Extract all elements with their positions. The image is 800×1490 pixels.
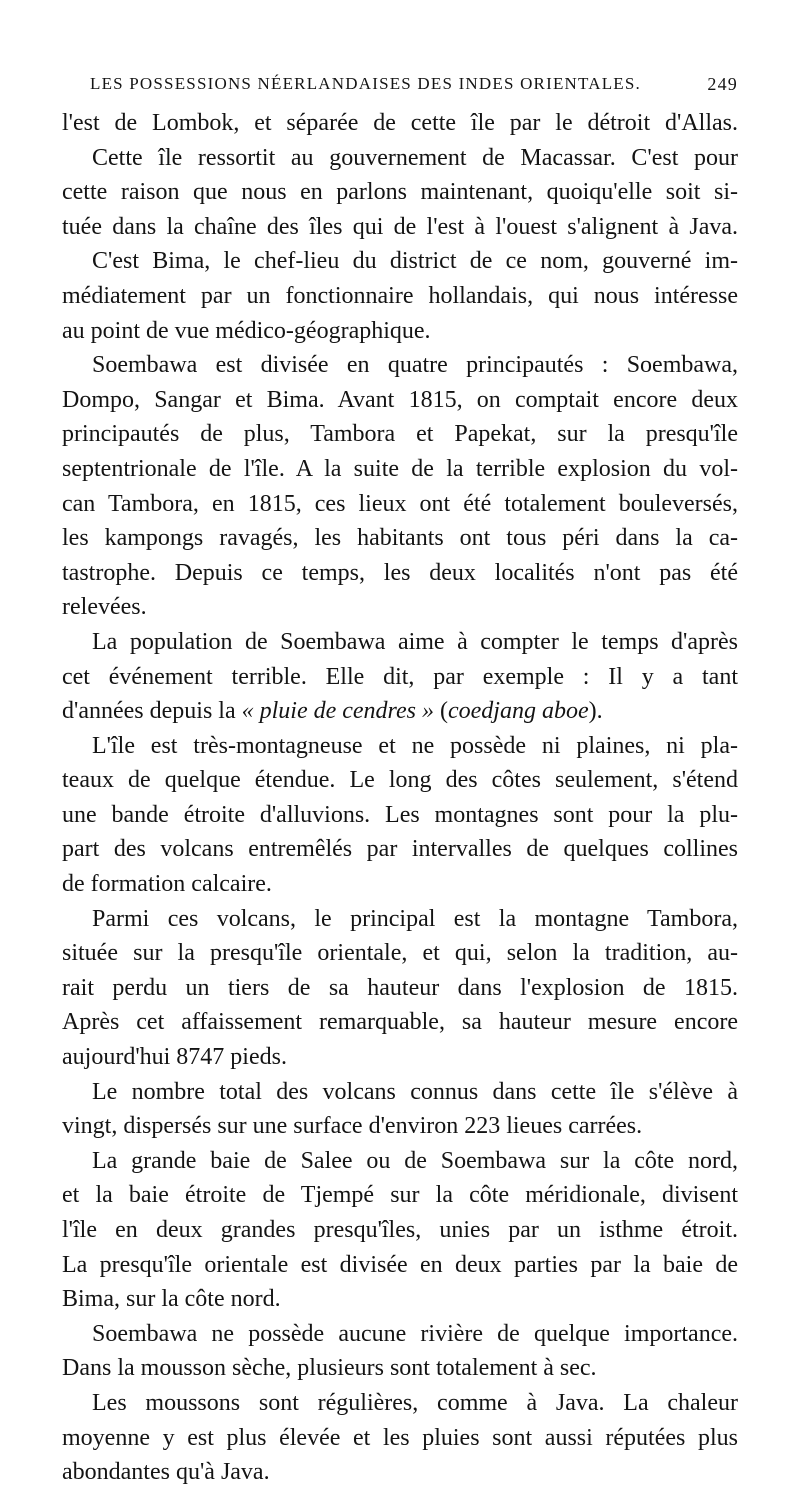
text-line: les kampongs ravagés, les habitants ont tous péri dans la ca- xyxy=(62,525,738,552)
text-line: Bima, sur la côte nord. xyxy=(62,1286,281,1313)
text-line: can Tambora, en 1815, ces lieux ont été totalement bouleversés, xyxy=(62,490,738,517)
text-line: l'île en deux grandes presqu'îles, unies par un isthme étroit. xyxy=(62,1217,738,1243)
text-run: ). xyxy=(588,698,603,725)
text-line: Parmi ces volcans, le principal est la montagne Tambora, xyxy=(92,905,738,932)
text-line: tuée dans la chaîne des îles qui de l'est à l'ouest s'alignent à Java. xyxy=(62,213,738,240)
text-line xyxy=(62,694,738,729)
text-run: d'années depuis la xyxy=(62,698,242,725)
text-line: cet événement terrible. Elle dit, par exemple : Il y a tant xyxy=(62,663,738,690)
text-line: aujourd'hui 8747 pieds. xyxy=(62,1044,287,1071)
text-line: septentrionale de l'île. A la suite de la terrible explosion du vol- xyxy=(62,455,738,482)
text-line: Après cet affaissement remarquable, sa hauteur mesure encore xyxy=(62,1009,738,1036)
text-line: abondantes qu'à Java. xyxy=(62,1459,270,1486)
text-line: Dompo, Sangar et Bima. Avant 1815, on comptait encore deux xyxy=(62,386,738,413)
running-title: LES POSSESSIONS NÉERLANDAISES DES INDES ORIENTALES. xyxy=(90,74,641,93)
text-line: située sur la presqu'île orientale, et qui, selon la tradition, au- xyxy=(62,940,738,967)
text-line: tastrophe. Depuis ce temps, les deux localités n'ont pas été xyxy=(62,559,738,586)
italic-phrase: « pluie de cendres » xyxy=(241,698,434,725)
text-line: C'est Bima, le chef-lieu du district de ce nom, gouverné im- xyxy=(92,248,738,275)
text-line: relevées. xyxy=(62,594,147,621)
text-line: part des volcans entremêlés par intervalles de quelques collines xyxy=(62,836,738,863)
text-line: et la baie étroite de Tjempé sur la côte méridionale, divisent xyxy=(62,1182,738,1209)
text-line: Les moussons sont régulières, comme à Java. La chaleur xyxy=(92,1389,738,1416)
text-line: une bande étroite d'alluvions. Les montagnes sont pour la plu- xyxy=(62,801,738,828)
body-text xyxy=(62,106,738,1490)
text-line: Soembawa est divisée en quatre principautés : Soembawa, xyxy=(92,352,738,379)
text-line: cette raison que nous en parlons maintenant, quoiqu'elle soit si- xyxy=(62,179,738,206)
text-line: Le nombre total des volcans connus dans cette île s'élève à xyxy=(92,1078,738,1105)
text-run: ( xyxy=(434,698,448,725)
text-line: au point de vue médico-géographique. xyxy=(62,317,431,344)
text-line: principautés de plus, Tambora et Papekat, sur la presqu'île xyxy=(62,421,738,448)
page-number: 249 xyxy=(707,74,738,94)
text-line: Dans la mousson sèche, plusieurs sont totalement à sec. xyxy=(62,1355,597,1382)
text-line: l'est de Lombok, et séparée de cette île par le détroit d'Allas. xyxy=(62,110,738,136)
text-line: Cette île ressortit au gouvernement de Macassar. C'est pour xyxy=(92,144,738,171)
text-line: médiatement par un fonctionnaire hollandais, qui nous intéresse xyxy=(62,282,738,309)
text-line: L'île est très-montagneuse et ne possède ni plaines, ni pla- xyxy=(92,732,738,759)
running-header xyxy=(62,74,738,104)
text-line: de formation calcaire. xyxy=(62,871,272,898)
text-line: rait perdu un tiers de sa hauteur dans l'explosion de 1815. xyxy=(62,974,738,1001)
text-line: teaux de quelque étendue. Le long des côtes seulement, s'étend xyxy=(62,767,738,794)
text-line: Soembawa ne possède aucune rivière de quelque importance. xyxy=(92,1320,738,1347)
text-line: vingt, dispersés sur une surface d'environ 223 lieues carrées. xyxy=(62,1113,643,1140)
italic-phrase: coedjang aboe xyxy=(448,698,589,725)
text-line: La grande baie de Salee ou de Soembawa sur la côte nord, xyxy=(92,1147,738,1174)
text-line: La population de Soembawa aime à compter le temps d'après xyxy=(92,628,738,655)
text-line: La presqu'île orientale est divisée en deux parties par la baie de xyxy=(62,1251,738,1278)
text-line: moyenne y est plus élevée et les pluies sont aussi réputées plus xyxy=(62,1424,738,1451)
